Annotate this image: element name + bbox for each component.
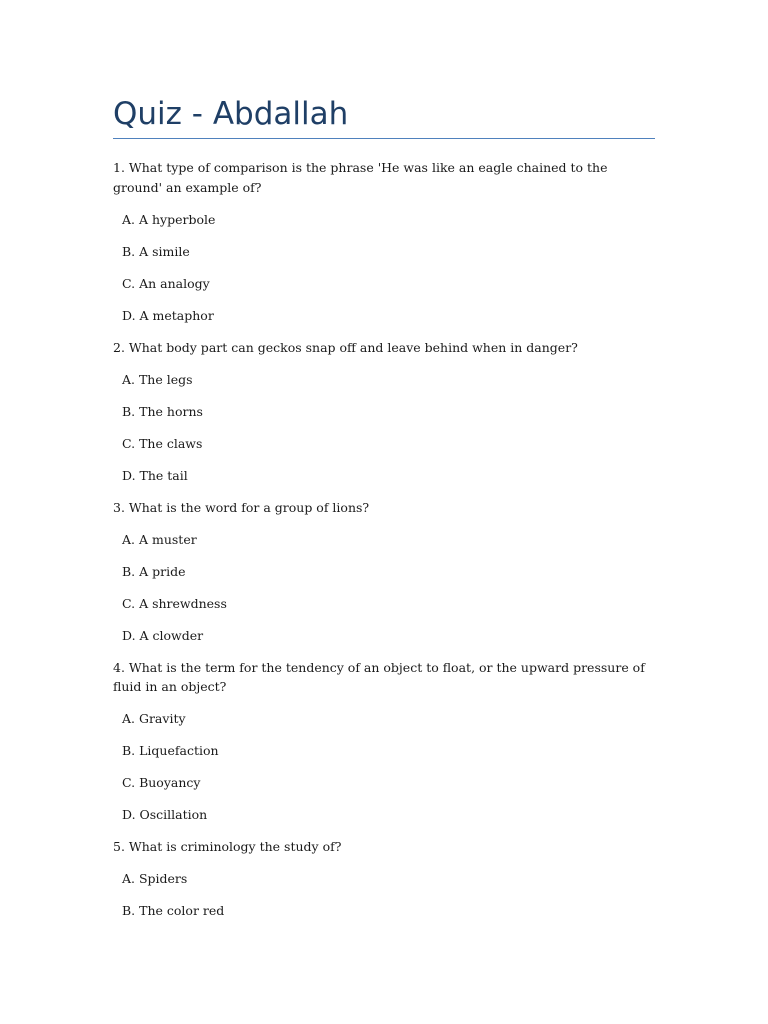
title-divider	[113, 138, 655, 139]
question-text: 2. What body part can geckos snap off and leave behind when in danger?	[113, 339, 578, 355]
answer-option: A. A muster	[122, 531, 197, 547]
quiz-body	[113, 158, 655, 933]
answer-option: D. Oscillation	[122, 807, 208, 822]
answer-option: B. The horns	[122, 403, 203, 419]
answer-option: A. A hyperbole	[122, 211, 216, 227]
answer-option: C. A shrewdness	[122, 595, 227, 611]
answer-option: C. The claws	[122, 435, 203, 451]
answer-option: D. A clowder	[122, 627, 204, 643]
answer-option: A. Gravity	[122, 711, 186, 726]
question-block	[113, 498, 655, 646]
page-title: Quiz - Abdallah	[113, 96, 349, 132]
question-text: 5. What is criminology the study of?	[113, 839, 342, 854]
answer-option: D. A metaphor	[122, 307, 214, 323]
answer-option: A. Spiders	[122, 871, 188, 886]
question-text: 3. What is the word for a group of lions?	[113, 499, 370, 515]
answer-option: C. Buoyancy	[122, 775, 201, 790]
answer-option: B. Liquefaction	[122, 743, 219, 758]
question-block	[113, 837, 655, 921]
answer-option: B. A simile	[122, 243, 190, 259]
answer-option: D. The tail	[122, 467, 188, 483]
answer-option: B. A pride	[122, 563, 186, 579]
question-block	[113, 158, 655, 325]
answer-option: B. The color red	[122, 903, 225, 918]
question-text: 1. What type of comparison is the phrase 'He was like an eagle chained to the ground' an example of?	[113, 160, 608, 195]
answer-option: C. An analogy	[122, 275, 210, 291]
question-block	[113, 338, 655, 486]
answer-option: A. The legs	[122, 371, 193, 387]
question-text: 4. What is the term for the tendency of an object to float, or the upward pressure of fluid in an object?	[113, 659, 645, 694]
question-block	[113, 658, 655, 825]
